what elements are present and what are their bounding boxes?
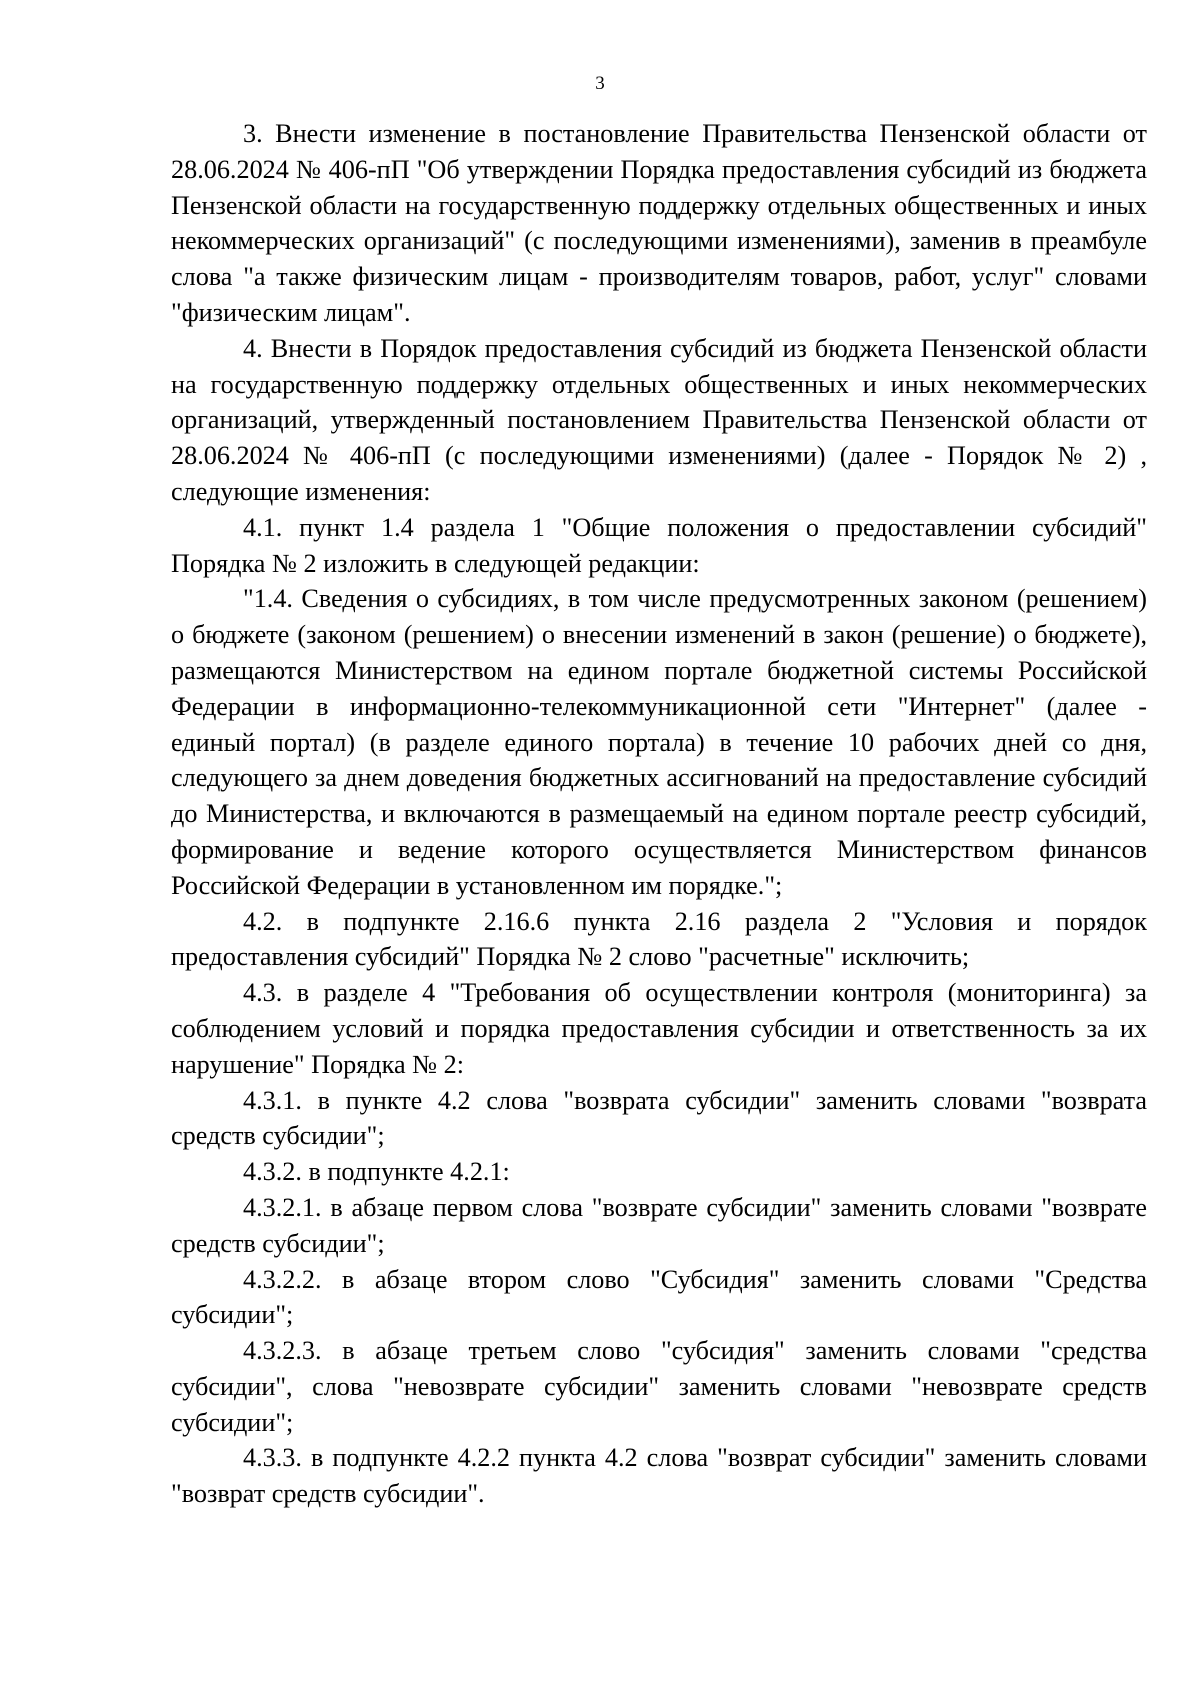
paragraph-4-3-2-2: 4.3.2.2. в абзаце втором слово "Субсидия" заменить словами "Средства субсидии"; (171, 1264, 1147, 1330)
paragraph-quoted-1-4: "1.4. Сведения о субсидиях, в том числе предусмотренных законом (решением) о бюджете (законом (решением) о внесении изменений в закон (решение) о бюджете), размещаются Министерством на едином портале бюджетной системы Российской Федерации в информационно-телекоммуникационной сети "Интернет" (далее - единый портал) (в разделе единого портала) в течение 10 рабочих дней со дня, следующего за днем доведения бюджетных ассигнований на предоставление субсидий до Министерства, и включаются в размещаемый на едином портале реестр субсидий, формирование и ведение которого осуществляется Министерством финансов Российской Федерации в установленном им порядке."; (171, 584, 1147, 900)
paragraph-4: 4. Внести в Порядок предоставления субсидий из бюджета Пензенской области на государственную поддержку отдельных общественных и иных некоммерческих организаций, утвержденный постановлением Правительства Пензенской области от 28.06.2024 № 406-пП (с последующими изменениями) (далее - Порядок № 2) , следующие изменения: (171, 333, 1147, 506)
paragraph-4-3-2-1: 4.3.2.1. в абзаце первом слова "возврате субсидии" заменить словами "возврате средств субсидии"; (171, 1192, 1147, 1258)
paragraph-4-2: 4.2. в подпункте 2.16.6 пункта 2.16 раздела 2 "Условия и порядок предоставления субсидий" Порядка № 2 слово "расчетные" исключить; (171, 906, 1147, 972)
paragraph-4-3-3: 4.3.3. в подпункте 4.2.2 пункта 4.2 слова "возврат субсидии" заменить словами "возврат средств субсидии". (171, 1443, 1147, 1509)
paragraph-4-3-2: 4.3.2. в подпункте 4.2.1: (243, 1157, 510, 1187)
paragraph-4-3-2-3: 4.3.2.3. в абзаце третьем слово "субсидия" заменить словами "средства субсидии", слова "невозврате субсидии" заменить словами "невозврате средств субсидии"; (171, 1336, 1147, 1437)
paragraph-4-3-1: 4.3.1. в пункте 4.2 слова "возврата субсидии" заменить словами "возврата средств субсидии"; (171, 1085, 1147, 1151)
paragraph-4-3: 4.3. в разделе 4 "Требования об осуществлении контроля (мониторинга) за соблюдением условий и порядка предоставления субсидии и ответственность за их нарушение" Порядка № 2: (171, 978, 1147, 1079)
paragraph-4-1: 4.1. пункт 1.4 раздела 1 "Общие положения о предоставлении субсидий" Порядка № 2 изложить в следующей редакции: (171, 512, 1147, 578)
paragraph-3: 3. Внести изменение в постановление Правительства Пензенской области от 28.06.2024 № 406-пП "Об утверждении Порядка предоставления субсидий из бюджета Пензенской области на государственную поддержку отдельных общественных и иных некоммерческих организаций" (с последующими изменениями), заменив в преамбуле слова "а также физическим лицам - производителям товаров, работ, услуг" словами "физическим лицам". (171, 119, 1147, 327)
page-number: 3 (595, 73, 605, 94)
document-body (171, 116, 1147, 1512)
